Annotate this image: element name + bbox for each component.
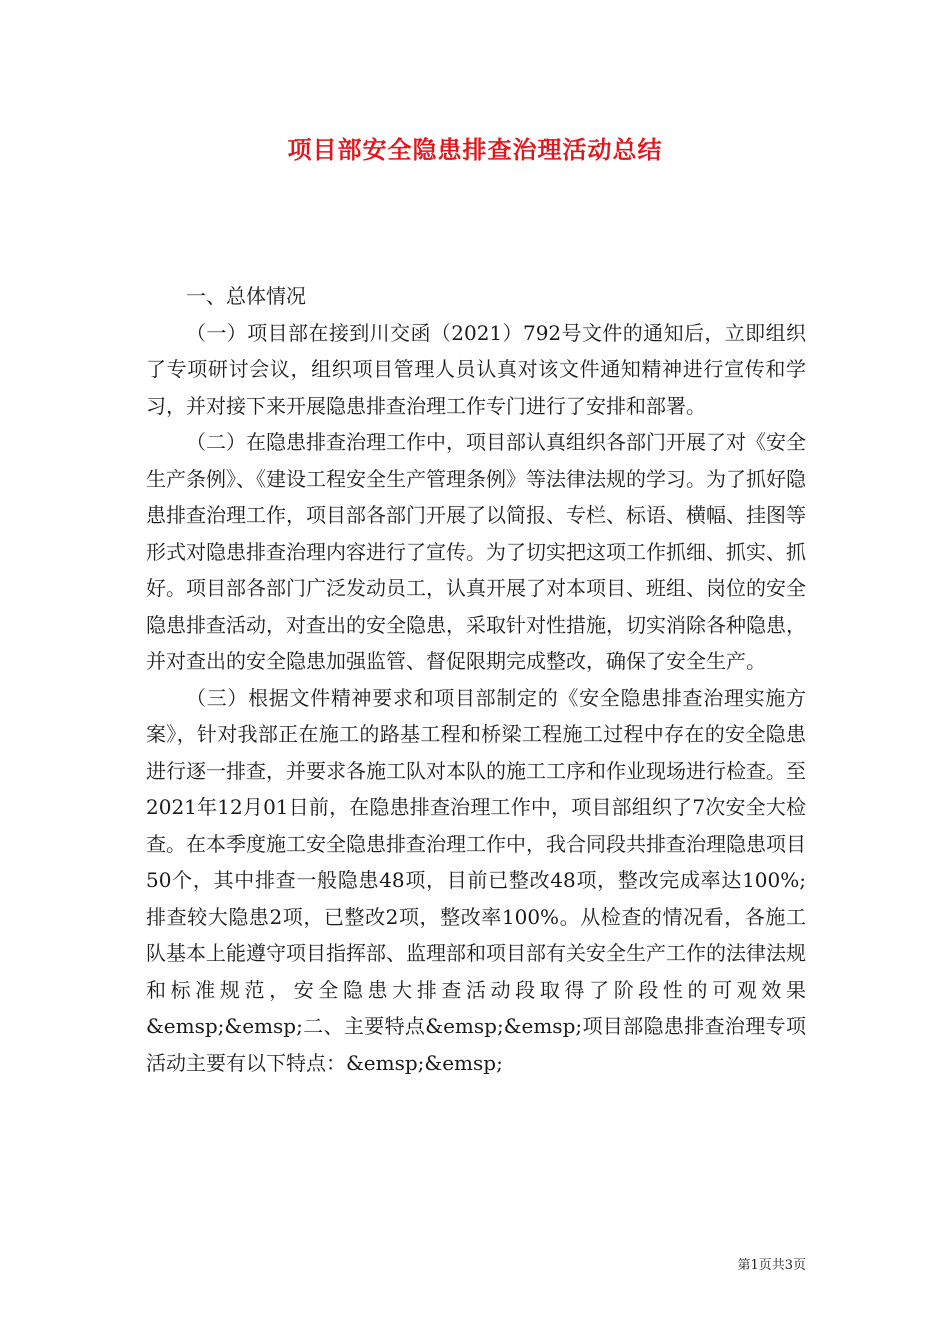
section-heading: 一、总体情况 [186, 284, 306, 308]
paragraph: （三）根据文件精神要求和项目部制定的《安全隐患排查治理实施方案》，针对我部正在施工的路基工程和桥梁工程施工过程中存在的安全隐患进行逐一排查，并要求各施工队对本队的施工工序和作业现场进行检查。至2021年12月01日前，在隐患排查治理工作中，项目部组织了7次安全大检查。在本季度施工安全隐患排查治理工作中，我合同段共排查治理隐患项目50个，其中排查一般隐患48项，目前已整改48项，整改完成率达100%;排查较大隐患2项，已整改2项，整改率100%。从检查的情况看，各施工队基本上能遵守项目指挥部、监理部和项目部有关安全生产工作的法律法规和标准规范，安全隐患大排查活动段取得了阶段性的可观效果&emsp;&emsp;二、主要特点&emsp;&emsp;项目部隐患排查治理专项活动主要有以下特点：&emsp;&emsp; [146, 685, 806, 1075]
paragraph: （一）项目部在接到川交函（2021）792号文件的通知后，立即组织了专项研讨会议，组织项目管理人员认真对该文件通知精神进行宣传和学习，并对接下来开展隐患排查治理工作专门进行了安排和部署。 [146, 320, 806, 418]
document-title: 项目部安全隐患排查治理活动总结 [287, 135, 663, 164]
page-footer [0, 1257, 950, 1275]
page-number: 第1页共3页 [737, 1258, 806, 1273]
paragraph: （二）在隐患排查治理工作中，项目部认真组织各部门开展了对《安全生产条例》、《建设工程安全生产管理条例》等法律法规的学习。为了抓好隐患排查治理工作，项目部各部门开展了以简报、专栏、标语、横幅、挂图等形式对隐患排查治理内容进行了宣传。为了切实把这项工作抓细、抓实、抓好。项目部各部门广泛发动员工，认真开展了对本项目、班组、岗位的安全隐患排查活动，对查出的安全隐患，采取针对性措施，切实消除各种隐患，并对查出的安全隐患加强监管、督促限期完成整改，确保了安全生产。 [146, 430, 806, 673]
document-body [146, 278, 806, 1081]
